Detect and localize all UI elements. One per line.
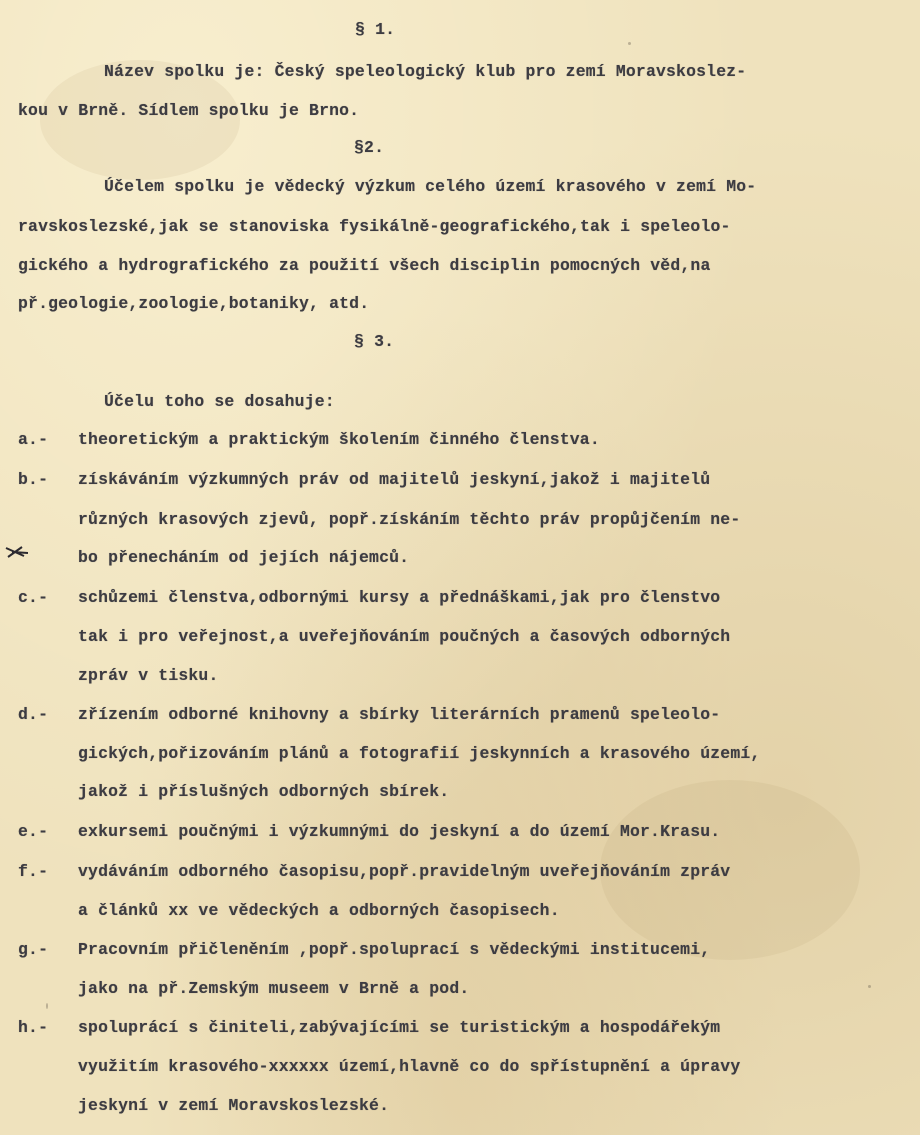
item-b-line-3: bo přenecháním od jejích nájemců. [78, 548, 410, 567]
item-f-label: f.- [18, 862, 49, 881]
item-f-line-2: a článků xx ve vědeckých a odborných časopisech. [78, 901, 560, 920]
section-2-line-4: př.geologie,zoologie,botaniky, atd. [18, 294, 370, 313]
item-b-line-2: různých krasových zjevů, popř.získáním těchto práv propůjčením ne- [78, 510, 741, 529]
section-2-line-2: ravskoslezské,jak se stanoviska fysikálně-geografického,tak i speleolo- [18, 217, 731, 236]
section-3-intro: Účelu toho se dosahuje: [104, 392, 335, 411]
item-h-line-2: využitím krasového-xxxxxx území,hlavně co do spřístupnění a úpravy [78, 1057, 741, 1076]
section-2-heading: §2. [354, 138, 385, 157]
item-h-line-1: spoluprácí s činiteli,zabývajícími se turistickým a hospodářekým [78, 1018, 721, 1037]
section-1-line-2: kou v Brně. Sídlem spolku je Brno. [18, 101, 360, 120]
item-c-line-1: schůzemi členstva,odbornými kursy a přednáškami,jak pro členstvo [78, 588, 721, 607]
item-c-line-3: zpráv v tisku. [78, 666, 219, 685]
section-1-heading: § 1. [355, 20, 396, 39]
item-e-label: e.- [18, 822, 49, 841]
item-b-label: b.- [18, 470, 49, 489]
item-a-label: a.- [18, 430, 49, 449]
item-h-label: h.- [18, 1018, 49, 1037]
paper-speck [868, 985, 871, 988]
handwritten-cross-mark [4, 544, 28, 560]
item-d-line-2: gických,pořizováním plánů a fotografií jeskynních a krasového území, [78, 744, 761, 763]
paper-speck [46, 1003, 48, 1009]
item-g-line-1: Pracovním přičleněním ,popř.spoluprací s vědeckými institucemi, [78, 940, 711, 959]
section-1-line-1: Název spolku je: Český speleologický klub pro zemí Moravskoslez- [104, 62, 747, 81]
paper-speck [628, 42, 631, 45]
item-c-label: c.- [18, 588, 49, 607]
item-e-line-1: exkursemi poučnými i výzkumnými do jeskyní a do území Mor.Krasu. [78, 822, 721, 841]
section-3-heading: § 3. [354, 332, 395, 351]
section-2-line-3: gického a hydrografického za použití všech disciplin pomocných věd,na [18, 256, 711, 275]
item-d-line-3: jakož i příslušných odborných sbírek. [78, 782, 450, 801]
item-a-line-1: theoretickým a praktickým školením činného členstva. [78, 430, 600, 449]
item-d-label: d.- [18, 705, 49, 724]
item-g-label: g.- [18, 940, 49, 959]
item-f-line-1: vydáváním odborného časopisu,popř.pravidelným uveřejňováním zpráv [78, 862, 731, 881]
item-c-line-2: tak i pro veřejnost,a uveřejňováním poučných a časových odborných [78, 627, 731, 646]
item-b-line-1: získáváním výzkumných práv od majitelů jeskyní,jakož i majitelů [78, 470, 711, 489]
section-2-line-1: Účelem spolku je vědecký výzkum celého území krasového v zemí Mo- [104, 177, 757, 196]
item-d-line-1: zřízením odborné knihovny a sbírky literárních pramenů speleolo- [78, 705, 721, 724]
item-g-line-2: jako na př.Zemským museem v Brně a pod. [78, 979, 470, 998]
item-h-line-3: jeskyní v zemí Moravskoslezské. [78, 1096, 390, 1115]
